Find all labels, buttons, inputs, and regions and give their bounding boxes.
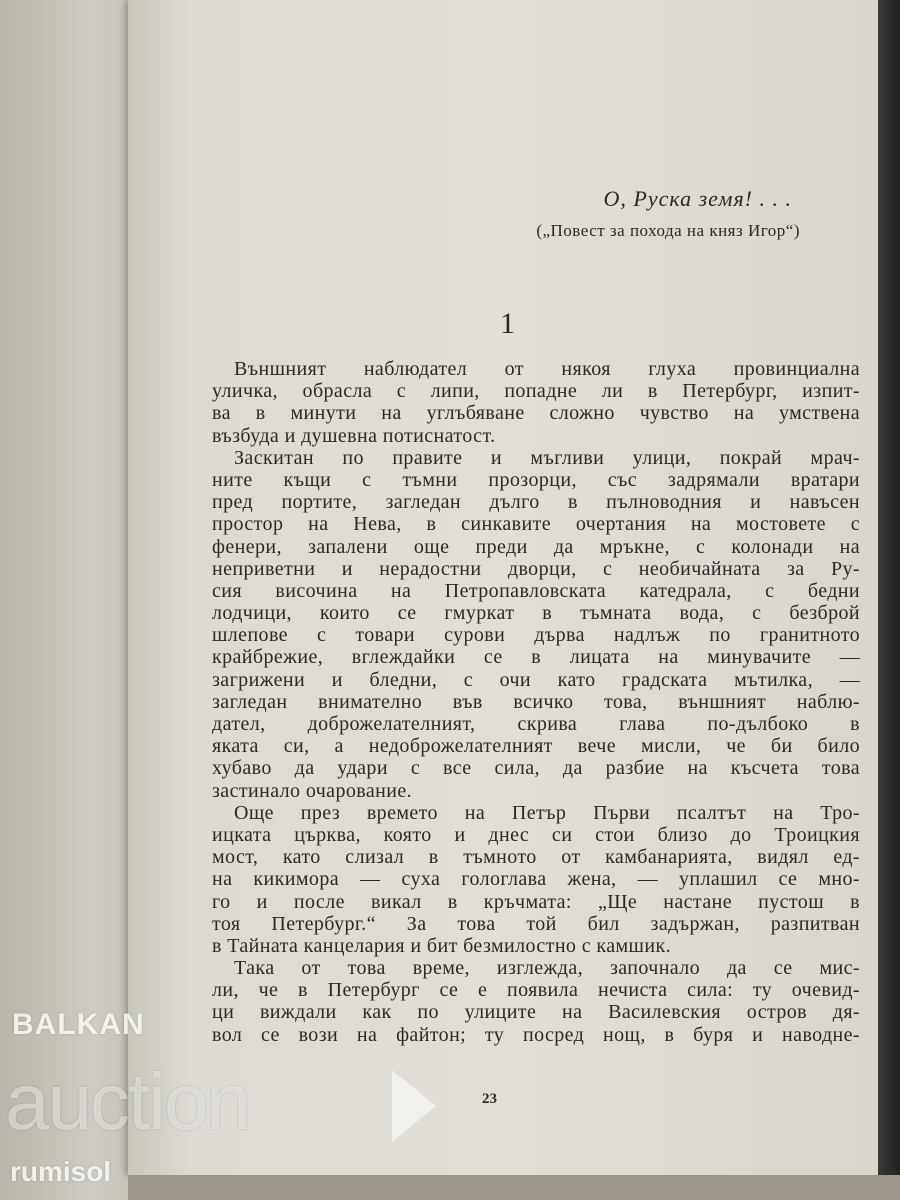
text-line: ци виждали как по улиците на Василевския остров дя-	[212, 1001, 860, 1024]
text-line: ните къщи с тъмни прозорци, със задрямали вратари	[212, 468, 860, 491]
book-cover-edge	[878, 0, 900, 1200]
text-line: неприветни и нерадостни дворци, с необичайната за Ру-	[212, 557, 860, 580]
text-line: възбуда и душевна потиснатост.	[212, 424, 496, 447]
table-surface	[128, 1175, 900, 1200]
watermark-play-icon	[392, 1070, 436, 1142]
text-line: дател, доброжелателният, скрива глава по-дълбоко в	[212, 713, 860, 735]
text-line: шлепове с товари сурови дърва надлъж по гранитното	[212, 624, 860, 647]
text-line: простор на Нева, в синкавите очертания на мостовете с	[212, 513, 860, 536]
text-line: сия височина на Петропавловската катедрала, с бедни	[212, 579, 860, 602]
text-line: пред портите, загледан дълго в пълноводния и навъсен	[212, 491, 860, 514]
text-line: застинало очарование.	[212, 779, 412, 802]
text-line: ва в минути на углъбяване сложно чувство на умствена	[212, 402, 860, 425]
text-line: мост, като слизал в тъмното от камбанарията, видял ед-	[212, 846, 860, 869]
text-line: загледан внимателно във всичко това, външният наблю-	[212, 690, 860, 713]
text-line: вол се вози на файтон; ту посред нощ, в буря и наводне-	[212, 1023, 860, 1046]
body-text	[212, 358, 860, 1046]
text-line: крайбрежие, вглеждайки се в лицата на минувачите —	[212, 646, 860, 669]
watermark-logo-large: auction	[5, 1057, 249, 1146]
text-line: Външният наблюдател от някоя глуха провинциална	[234, 358, 860, 380]
text-line: яката си, а недоброжелателният вече мисли, че би било	[212, 735, 860, 758]
text-line: ли, че в Петербург се е появила нечиста сила: ту очевид-	[212, 979, 860, 1002]
text-line: фенери, запалени още преди да мръкне, с колонади на	[212, 535, 860, 558]
text-line: Заскитан по правите и мъгливи улици, покрай мрач-	[234, 446, 860, 469]
text-line: уличка, обрасла с липи, попадне ли в Петербург, изпит-	[212, 380, 860, 403]
text-line: лодчици, които се гмуркат в тъмната вода, с безброй	[212, 602, 860, 625]
epigraph-quote: О, Руска земя! . . .	[603, 186, 792, 211]
text-line: в Тайната канцелария и бит безмилостно с камшик.	[212, 934, 671, 957]
page-number: 23	[482, 1091, 497, 1107]
text-line: тоя Петербург.“ За това той бил задържан, разпитван	[212, 912, 860, 935]
watermark-user: rumisol	[10, 1156, 112, 1187]
text-line: на кикимора — суха гологлава жена, — уплашил се мно-	[212, 868, 860, 891]
text-line: Още през времето на Петър Първи псалтът на Тро-	[234, 801, 860, 824]
text-line: хубаво да удари с все сила, да разбие на късчета това	[212, 757, 860, 780]
epigraph-source: („Повест за похода на княз Игор“)	[536, 221, 800, 240]
text-line: Така от това време, изглежда, започнало да се мис-	[234, 957, 860, 980]
text-line: ицката църква, която и днес си стои близо до Троицкия	[212, 823, 860, 846]
text-line: загрижени и бледни, с очи като градската мътилка, —	[212, 668, 860, 691]
text-line: го и после викал в кръчмата: „Ще настане пустош в	[212, 890, 860, 913]
chapter-number: 1	[500, 307, 515, 340]
watermark-logo: BALKAN	[12, 1008, 145, 1041]
